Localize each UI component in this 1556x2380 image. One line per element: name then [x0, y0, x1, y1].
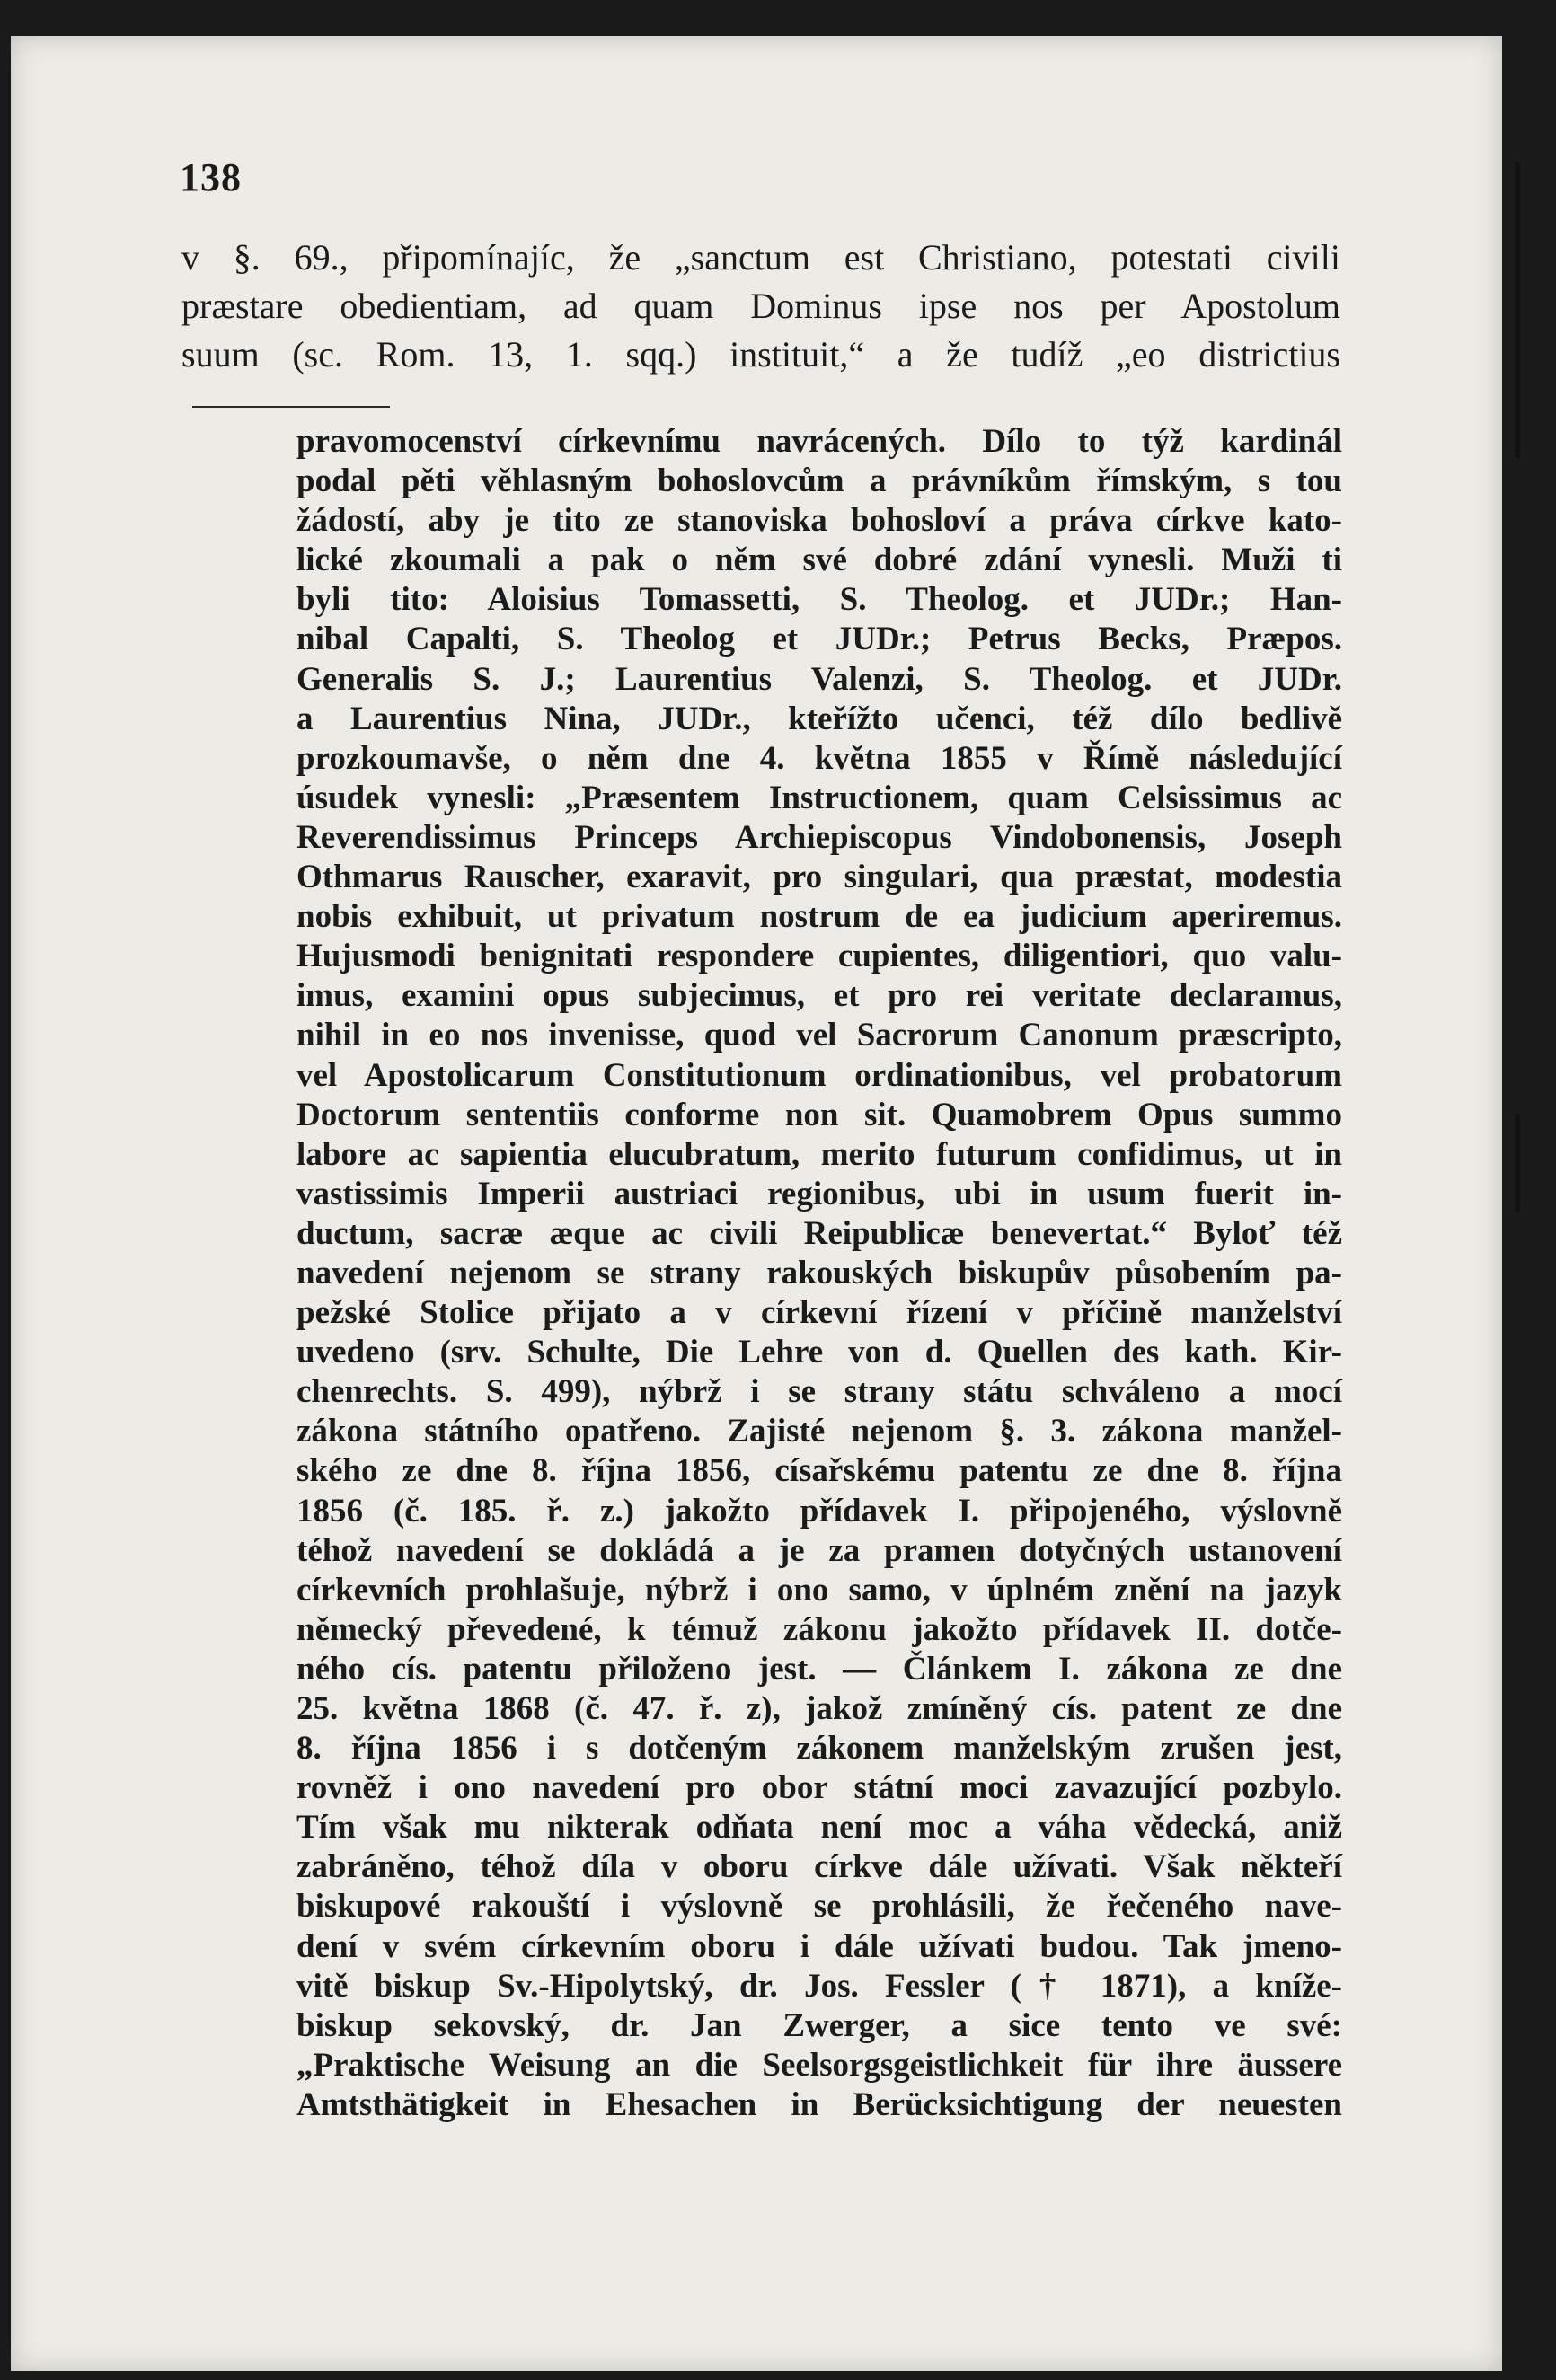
main-line: v §. 69., připomínajíc, že „sanctum est Christiano, potestati civili: [181, 237, 1340, 278]
footnote-line: biskupové rakouští i výslovně se prohlásili, že řečeného nave-: [296, 1888, 1342, 1926]
footnote-line: pravomocenství církevnímu navrácených. Dílo to týž kardinál: [296, 423, 1342, 460]
footnote-line: žádostí, aby je tito ze stanoviska bohosloví a práva církve kato-: [296, 502, 1342, 540]
page-edge-mark: [1515, 1114, 1520, 1212]
footnote-line: úsudek vynesli: „Præsentem Instructionem, quam Celsissimus ac: [296, 779, 1342, 816]
footnote-line: nibal Capalti, S. Theolog et JUDr.; Petrus Becks, Præpos.: [296, 621, 1342, 658]
footnote-line: Reverendissimus Princeps Archiepiscopus Vindobonensis, Joseph: [296, 818, 1342, 856]
footnote-line: byli tito: Aloisius Tomassetti, S. Theolog. et JUDr.; Han-: [296, 581, 1342, 619]
footnote-line: nobis exhibuit, ut privatum nostrum de ea judicium aperiremus.: [296, 898, 1342, 936]
footnote-line: ského ze dne 8. října 1856, císařskému patentu ze dne 8. října: [296, 1452, 1342, 1490]
footnote-line: vel Apostolicarum Constitutionum ordinationibus, vel probatorum: [296, 1056, 1342, 1094]
footnote-line: navedení nejenom se strany rakouských biskupův působením pa-: [296, 1254, 1342, 1291]
footnote-line: 25. května 1868 (č. 47. ř. z), jakož zmíněný cís. patent ze dne: [296, 1690, 1342, 1727]
footnote-line: vastissimis Imperii austriaci regionibus, ubi in usum fuerit in-: [296, 1175, 1342, 1212]
footnote-line: Doctorum sententiis conforme non sit. Quamobrem Opus summo: [296, 1096, 1342, 1133]
footnote-line: zákona státního opatřeno. Zajisté nejenom §. 3. zákona manžel-: [296, 1413, 1342, 1450]
footnote-line: 1856 (č. 185. ř. z.) jakožto přídavek I. připojeného, výslovně: [296, 1492, 1342, 1529]
footnote-line: 8. října 1856 i s dotčeným zákonem manželským zrušen jest,: [296, 1730, 1342, 1767]
main-line: præstare obedientiam, ad quam Dominus ipse nos per Apostolum: [181, 286, 1340, 326]
footnote-line: ného cís. patentu přiloženo jest. — Článkem I. zákona ze dne: [296, 1650, 1342, 1688]
footnote-line: Amtsthätigkeit in Ehesachen in Berücksichtigung der neuesten: [296, 2085, 1342, 2123]
main-line: suum (sc. Rom. 13, 1. sqq.) instituit,“ a že tudíž „eo districtius: [181, 334, 1340, 375]
footnote-line: Hujusmodi benignitati respondere cupientes, diligentiori, quo valu-: [296, 938, 1342, 975]
footnote-line: německý převedené, k témuž zákonu jakožto přídavek II. dotče-: [296, 1610, 1342, 1648]
footnote-line: uvedeno (srv. Schulte, Die Lehre von d. Quellen des kath. Kir-: [296, 1334, 1342, 1371]
page-number: 138: [180, 155, 242, 199]
footnote-line: Othmarus Rauscher, exaravit, pro singulari, qua præstat, modestia: [296, 859, 1342, 896]
footnote-line: zabráněno, téhož díla v oboru církve dále užívati. Však někteří: [296, 1848, 1342, 1886]
footnote-line: ductum, sacræ æque ac civili Reipublicæ benevertat.“ Byloť též: [296, 1214, 1342, 1252]
footnote-line: a Laurentius Nina, JUDr., kteřížto učenci, též dílo bedlivě: [296, 700, 1342, 737]
footnote-line: chenrechts. S. 499), nýbrž i se strany státu schváleno a mocí: [296, 1373, 1342, 1411]
footnote-line: biskup sekovský, dr. Jan Zwerger, a sice tento ve své:: [296, 2006, 1342, 2044]
footnote-line: rovněž i ono navedení pro obor státní moci zavazující pozbylo.: [296, 1769, 1342, 1807]
footnote-line: lické zkoumali a pak o něm své dobré zdání vynesli. Muži ti: [296, 542, 1342, 579]
footnote-line: téhož navedení se dokládá a je za pramen dotyčných ustanovení: [296, 1531, 1342, 1569]
footnote-divider: [192, 406, 390, 408]
footnote-line: podal pěti věhlasným bohoslovcům a právníkům římským, s tou: [296, 463, 1342, 500]
footnote-line: imus, examini opus subjecimus, et pro rei veritate declaramus,: [296, 977, 1342, 1015]
page-edge-bar: [1515, 162, 1520, 458]
footnote-line: církevních prohlašuje, nýbrž i ono samo, v úplném znění na jazyk: [296, 1571, 1342, 1609]
footnote-line: Tím však mu nikterak odňata není moc a váha vědecká, aniž: [296, 1809, 1342, 1847]
footnote-text: [296, 422, 1342, 2125]
footnote-line: labore ac sapientia elucubratum, merito futurum confidimus, ut in: [296, 1135, 1342, 1173]
footnote-line: vitě biskup Sv.-Hipolytský, dr. Jos. Fessler († 1871), a kníže-: [296, 1967, 1342, 2005]
footnote-line: prozkoumavše, o něm dne 4. května 1855 v Římě následující: [296, 739, 1342, 777]
footnote-line: nihil in eo nos invenisse, quod vel Sacrorum Canonum præscripto,: [296, 1017, 1342, 1054]
main-text: [181, 234, 1340, 379]
footnote-line: Generalis S. J.; Laurentius Valenzi, S. Theolog. et JUDr.: [296, 660, 1342, 698]
footnote-line: „Praktische Weisung an die Seelsorgsgeistlichkeit für ihre äussere: [296, 2046, 1342, 2084]
footnote-line: pežské Stolice přijato a v církevní řízení v příčině manželství: [296, 1294, 1342, 1332]
footnote-line: dení v svém církevním oboru i dále užívati budou. Tak jmeno-: [296, 1927, 1342, 1965]
